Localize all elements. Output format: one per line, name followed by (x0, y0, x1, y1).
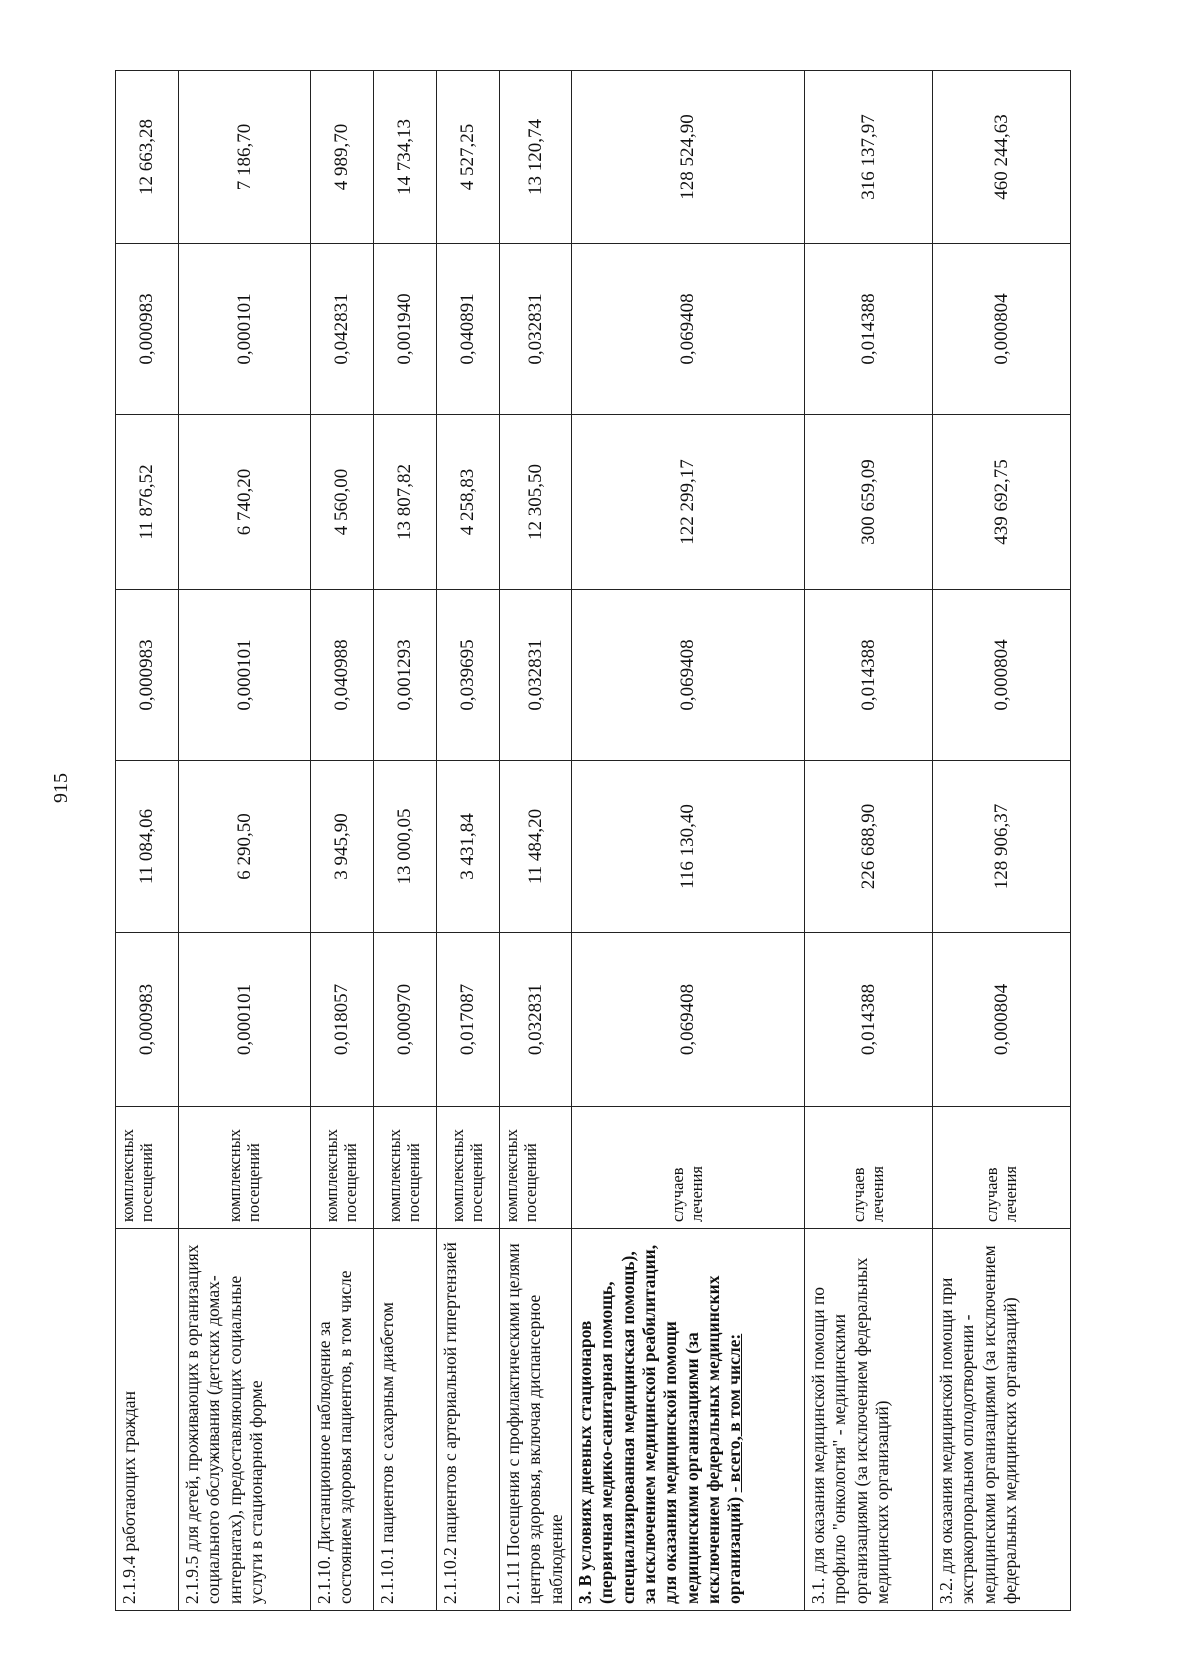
cell-value: 116 130,40 (572, 761, 805, 933)
cell-value: 0,000983 (116, 244, 179, 415)
table-row (500, 71, 572, 1611)
row-unit: комплексных посещений (116, 1107, 179, 1229)
cell-value: 316 137,97 (805, 71, 933, 244)
cell-value: 6 290,50 (179, 761, 311, 933)
cell-value: 4 258,83 (437, 415, 500, 590)
cell-value: 0,014388 (805, 244, 933, 415)
page-number: 915 (50, 773, 72, 803)
cell-value: 0,000983 (116, 590, 179, 761)
cell-value: 0,001293 (374, 590, 437, 761)
cell-value: 7 186,70 (179, 71, 311, 244)
row-unit: комплексных посещений (500, 1107, 572, 1229)
cell-value: 0,017087 (437, 933, 500, 1107)
cell-value: 0,014388 (805, 590, 933, 761)
cell-value: 0,000970 (374, 933, 437, 1107)
cell-value: 4 527,25 (437, 71, 500, 244)
cell-value: 226 688,90 (805, 761, 933, 933)
cell-value: 0,000101 (179, 244, 311, 415)
row-unit: комплексных посещений (437, 1107, 500, 1229)
cell-value: 0,000804 (933, 933, 1071, 1107)
row-name-text: 3. В условиях дневных стационаров (первичная медико-санитарная помощь, специализированная медицинская помощь), за исключением медицинской реабилитации, для оказания медицинской помощи медицинскими организациями (за исключением федеральных медицинских организаций) (575, 1244, 745, 1604)
row-name: 2.1.10.2 пациентов с артериальной гипертензией (437, 1229, 500, 1611)
cell-value: 13 120,74 (500, 71, 572, 244)
row-unit: комплексных посещений (374, 1107, 437, 1229)
cell-value: 0,069408 (572, 933, 805, 1107)
row-unit: комплексных посещений (179, 1107, 311, 1229)
cell-value: 122 299,17 (572, 415, 805, 590)
cell-value: 0,001940 (374, 244, 437, 415)
cell-value: 11 484,20 (500, 761, 572, 933)
cell-value: 3 431,84 (437, 761, 500, 933)
cell-value: 3 945,90 (311, 761, 374, 933)
cell-value: 300 659,09 (805, 415, 933, 590)
cell-value: 13 000,05 (374, 761, 437, 933)
cell-value: 6 740,20 (179, 415, 311, 590)
cell-value: 0,069408 (572, 244, 805, 415)
row-name: 3.1. для оказания медицинской помощи по профилю "онкология" - медицинскими организациями (за исключением федеральных медицинских организаций) (805, 1229, 933, 1611)
row-name: 2.1.10.1 пациентов с сахарным диабетом (374, 1229, 437, 1611)
row-name: 2.1.11 Посещения с профилактическими целями центров здоровья, включая диспансерное наблюдение (500, 1229, 572, 1611)
cell-value: 0,000983 (116, 933, 179, 1107)
cell-value: 0,000804 (933, 590, 1071, 761)
row-name: 2.1.9.4 работающих граждан (116, 1229, 179, 1611)
row-name-tail: - всего, в том числе: (724, 1333, 745, 1493)
table-row (374, 71, 437, 1611)
row-unit: случаев лечения (572, 1107, 805, 1229)
table-row (179, 71, 311, 1611)
table-row (572, 71, 805, 1611)
cell-value: 0,032831 (500, 933, 572, 1107)
tariff-table (115, 70, 1071, 1611)
table-row (311, 71, 374, 1611)
cell-value: 460 244,63 (933, 71, 1071, 244)
cell-value: 0,032831 (500, 590, 572, 761)
cell-value: 0,018057 (311, 933, 374, 1107)
cell-value: 439 692,75 (933, 415, 1071, 590)
cell-value: 0,000101 (179, 933, 311, 1107)
cell-value: 12 663,28 (116, 71, 179, 244)
row-name: 3.2. для оказания медицинской помощи при экстракорпоральном оплодотворении - медицинскими организациями (за исключением федеральных медицинских организаций) (933, 1229, 1071, 1611)
cell-value: 0,000804 (933, 244, 1071, 415)
cell-value: 0,069408 (572, 590, 805, 761)
row-unit: комплексных посещений (311, 1107, 374, 1229)
row-name (572, 1229, 805, 1611)
table-row (933, 71, 1071, 1611)
cell-value: 0,040988 (311, 590, 374, 761)
tariff-table-rotated (115, 71, 1070, 1611)
row-name: 2.1.9.5 для детей, проживающих в организациях социального обслуживания (детских домах-интернатах), предоставляющих социальные услуги в стационарной форме (179, 1229, 311, 1611)
cell-value: 11 084,06 (116, 761, 179, 933)
row-unit: случаев лечения (933, 1107, 1071, 1229)
table-row (116, 71, 179, 1611)
cell-value: 128 524,90 (572, 71, 805, 244)
cell-value: 0,014388 (805, 933, 933, 1107)
cell-value: 11 876,52 (116, 415, 179, 590)
cell-value: 0,039695 (437, 590, 500, 761)
cell-value: 0,042831 (311, 244, 374, 415)
cell-value: 128 906,37 (933, 761, 1071, 933)
cell-value: 0,040891 (437, 244, 500, 415)
row-unit: случаев лечения (805, 1107, 933, 1229)
row-name: 2.1.10. Дистанционное наблюдение за состоянием здоровья пациентов, в том числе (311, 1229, 374, 1611)
cell-value: 0,000101 (179, 590, 311, 761)
cell-value: 13 807,82 (374, 415, 437, 590)
cell-value: 4 560,00 (311, 415, 374, 590)
cell-value: 0,032831 (500, 244, 572, 415)
cell-value: 12 305,50 (500, 415, 572, 590)
cell-value: 14 734,13 (374, 71, 437, 244)
table-row (805, 71, 933, 1611)
table-row (437, 71, 500, 1611)
cell-value: 4 989,70 (311, 71, 374, 244)
